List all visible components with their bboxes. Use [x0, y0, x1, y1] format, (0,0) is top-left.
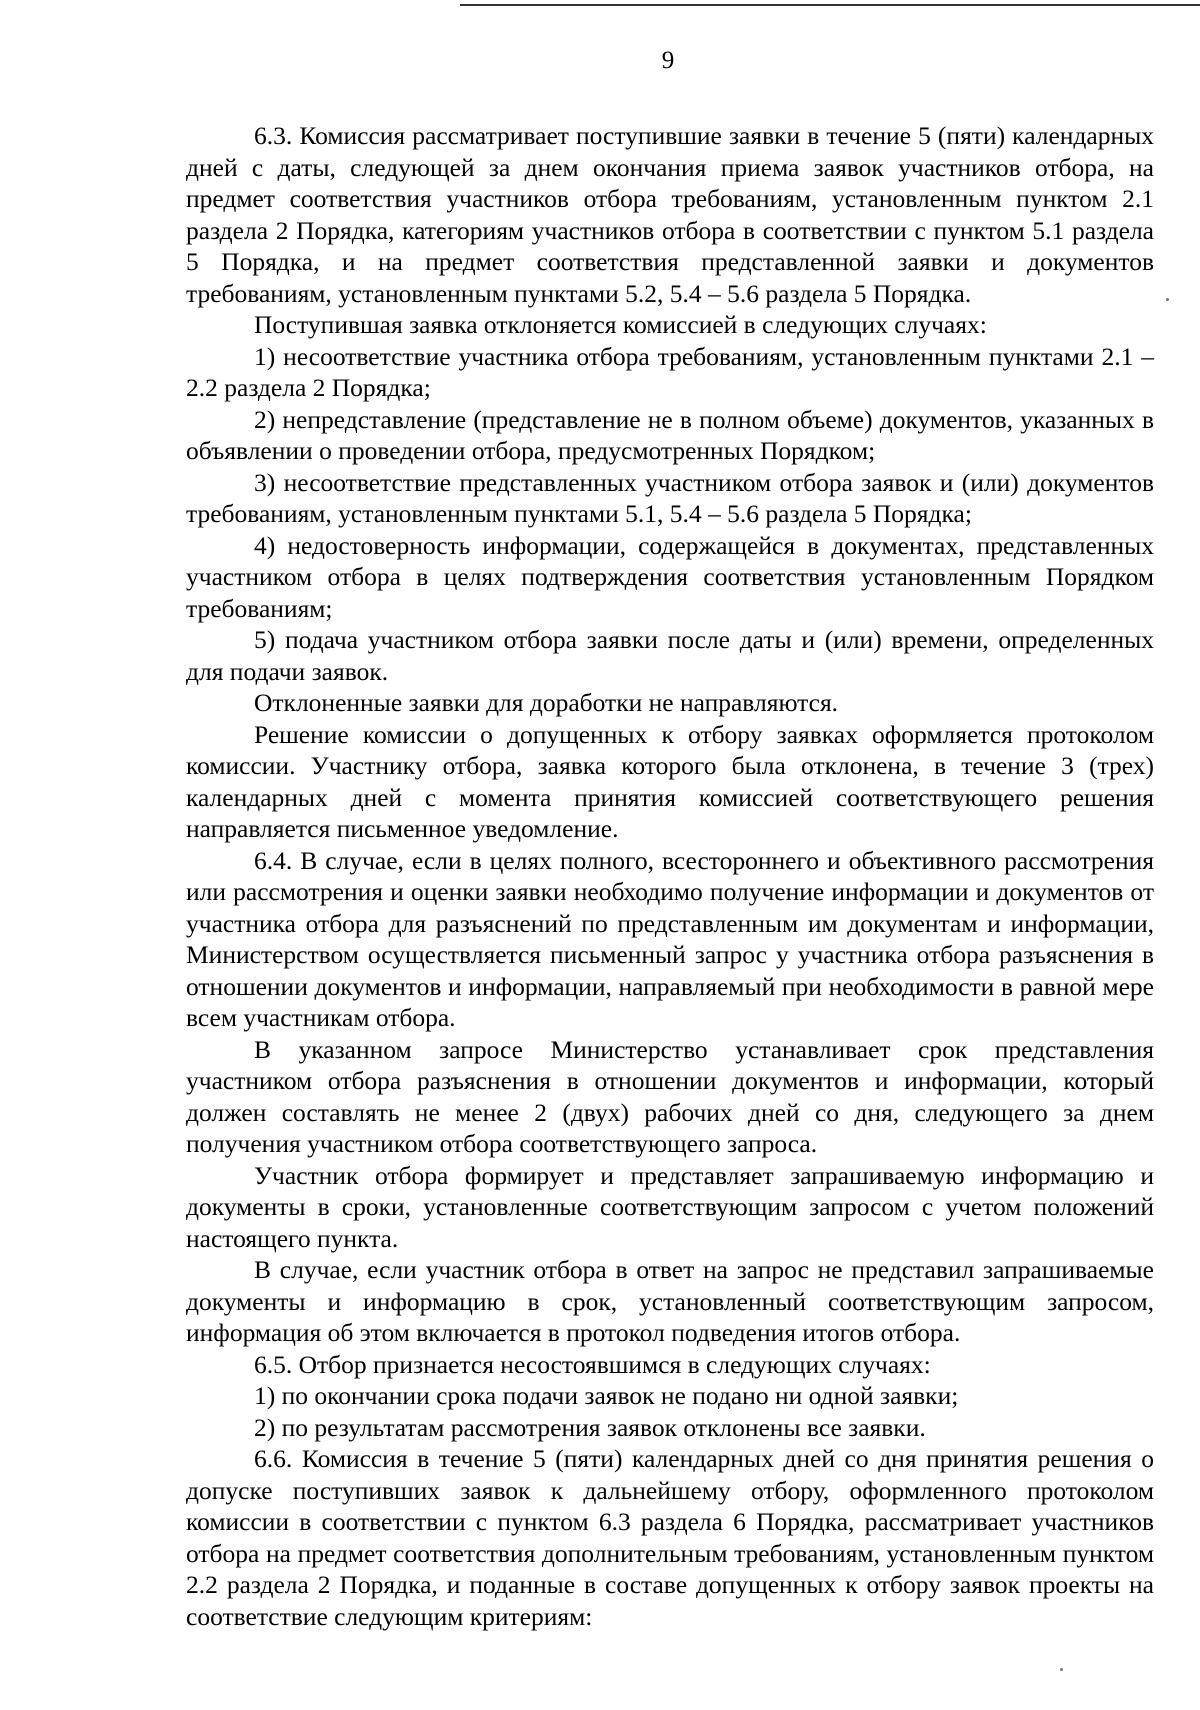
scan-speck	[1060, 1668, 1063, 1671]
paragraph-no-response: В случае, если участник отбора в ответ на запрос не представил запрашиваемые документы и информацию в срок, установленный соответствующим запросом, информация об этом включается в протокол подведения итогов отбора.	[186, 1255, 1154, 1347]
list-item-rejection-5: 5) подача участником отбора заявки после даты и (или) времени, определенных для подачи заявок.	[186, 625, 1154, 686]
document-body	[186, 120, 1154, 1632]
list-item-rejection-2: 2) непредставление (представление не в полном объеме) документов, указанных в объявлении о проведении отбора, предусмотренных Порядком;	[186, 404, 1154, 465]
paragraph-participant-response: Участник отбора формирует и представляет запрашиваемую информацию и документы в сроки, установленные соответствующим запросом с учетом положений настоящего пункта.	[186, 1160, 1154, 1253]
paragraph-commission-decision: Решение комиссии о допущенных к отбору заявках оформляется протоколом комиссии. Участнику отбора, заявка которого была отклонена, в течение 3 (трех) календарных дней с момента принятия комиссией соответствующего решения направляется письменное уведомление.	[186, 719, 1154, 843]
page-number: 9	[661, 47, 675, 74]
scan-edge-line	[460, 4, 1200, 6]
paragraph-6-6: 6.6. Комиссия в течение 5 (пяти) календарных дней со дня принятия решения о допуске поступивших заявок к дальнейшему отбору, оформленного протоколом комиссии в соответствии с пунктом 6.3 раздела 6 Порядка, рассматривает участников отбора на предмет соответствия дополнительным требованиям, установленным пунктом 2.2 раздела 2 Порядка, и поданные в составе допущенных к отбору заявок проекты на соответствие следующим критериям:	[186, 1444, 1154, 1631]
list-item-rejection-1: 1) несоответствие участника отбора требованиям, установленным пунктами 2.1 – 2.2 раздела 2 Порядка;	[186, 341, 1154, 402]
list-item-failed-1: 1) по окончании срока подачи заявок не подано ни одной заявки;	[254, 1381, 959, 1410]
list-item-rejection-4: 4) недостоверность информации, содержащейся в документах, представленных участником отбора в целях подтверждения соответствия установленным Порядком требованиям;	[186, 530, 1154, 623]
paragraph-rejection-intro: Поступившая заявка отклоняется комиссией в следующих случаях:	[254, 310, 987, 339]
list-item-rejection-3: 3) несоответствие представленных участником отбора заявок и (или) документов требованиям, установленным пунктами 5.1, 5.4 – 5.6 раздела 5 Порядка;	[186, 467, 1154, 528]
paragraph-6-4: 6.4. В случае, если в целях полного, всестороннего и объективного рассмотрения или рассмотрения и оценки заявки необходимо получение информации и документов от участника отбора для разъяснений по представленным им документам и информации, Министерством осуществляется письменный запрос у участника отбора разъяснения в отношении документов и информации, направляемый при необходимости в равной мере всем участникам отбора.	[186, 845, 1154, 1032]
list-item-failed-2: 2) по результатам рассмотрения заявок отклонены все заявки.	[254, 1412, 926, 1442]
paragraph-6-3: 6.3. Комиссия рассматривает поступившие заявки в течение 5 (пяти) календарных дней с даты, следующей за днем окончания приема заявок участников отбора, на предмет соответствия участников отбора требованиям, установленным пунктом 2.1 раздела 2 Порядка, категориям участников отбора в соответствии с пунктом 5.1 раздела 5 Порядка, и на предмет соответствия представленной заявки и документов требованиям, установленным пунктами 5.2, 5.4 – 5.6 раздела 5 Порядка.	[186, 121, 1154, 308]
paragraph-rejected-not-returned: Отклоненные заявки для доработки не направляются.	[254, 688, 839, 717]
scan-speck	[1166, 298, 1169, 301]
paragraph-request-deadline: В указанном запросе Министерство устанавливает срок представления участником отбора разъяснения в отношении документов и информации, который должен составлять не менее 2 (двух) рабочих дней со дня, следующего за днем получения участником отбора соответствующего запроса.	[186, 1034, 1154, 1158]
paragraph-6-5: 6.5. Отбор признается несостоявшимся в следующих случаях:	[254, 1349, 931, 1379]
